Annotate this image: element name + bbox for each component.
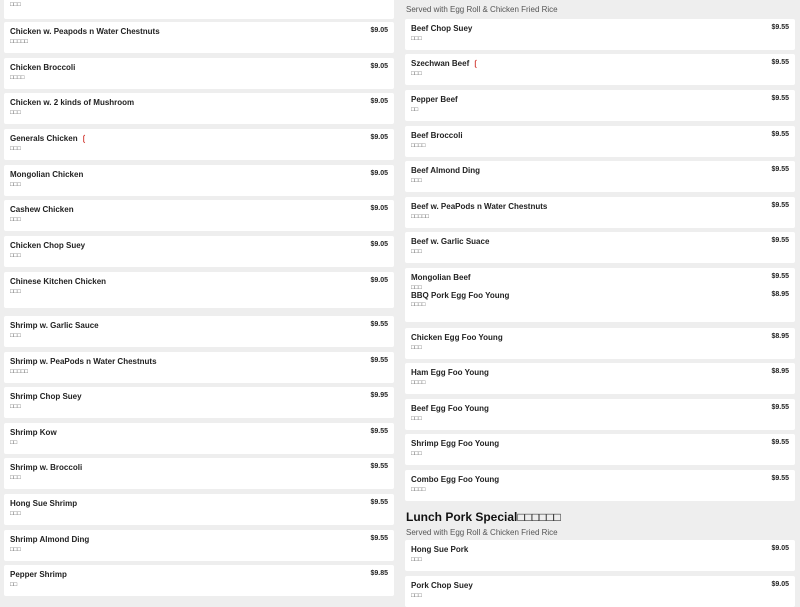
menu-item-card[interactable] [405, 470, 795, 501]
menu-item-card[interactable] [405, 399, 795, 430]
menu-item-name: Beef w. PeaPods n Water Chestnuts [411, 202, 548, 211]
menu-item-card[interactable] [4, 458, 394, 489]
menu-item-card[interactable] [4, 387, 394, 418]
menu-item-chinese-name: □□□ [10, 333, 21, 339]
menu-item-card[interactable] [4, 200, 394, 231]
menu-item-card[interactable] [4, 58, 394, 89]
menu-item-price: $9.55 [771, 475, 789, 482]
menu-item-name: Pepper Beef [411, 95, 458, 104]
menu-item-name: Shrimp w. Broccoli [10, 463, 83, 472]
menu-item-price: $9.05 [370, 170, 388, 177]
menu-item-price: $9.05 [370, 277, 388, 284]
menu-item-price: $9.55 [771, 439, 789, 446]
menu-item-chinese-name: □□□□ [411, 487, 426, 493]
menu-item-chinese-name: □□□ [10, 146, 21, 152]
menu-item-chinese-name: □□□ [10, 547, 21, 553]
menu-item-chinese-name: □□□ [411, 416, 422, 422]
menu-item-name: Generals Chicken ❲ [10, 134, 88, 143]
menu-item-card[interactable] [4, 494, 394, 525]
menu-item-card[interactable] [4, 22, 394, 53]
menu-item-name: Pork Chop Suey [411, 581, 473, 590]
pork-section-title: Lunch Pork Special□□□□□□ [406, 510, 561, 524]
menu-item-card[interactable] [4, 316, 394, 347]
menu-item-card[interactable] [4, 423, 394, 454]
menu-item-price: $9.05 [370, 241, 388, 248]
menu-item-name: Shrimp Egg Foo Young [411, 439, 500, 448]
menu-item-name: Chinese Kitchen Chicken [10, 277, 107, 286]
menu-item-name: Beef Egg Foo Young [411, 404, 489, 413]
beef-section-subtitle: Served with Egg Roll & Chicken Fried Rice [406, 5, 558, 14]
menu-item-card[interactable] [405, 232, 795, 263]
menu-item-card[interactable] [4, 352, 394, 383]
pork-section-subtitle: Served with Egg Roll & Chicken Fried Rice [406, 528, 558, 537]
menu-item-chinese-name: □□□ [411, 36, 422, 42]
chili-icon: ❲ [80, 134, 88, 143]
menu-item-price: $9.55 [771, 273, 789, 280]
menu-item-card[interactable] [4, 236, 394, 267]
menu-item-card[interactable] [405, 576, 795, 607]
menu-item-chinese-name: □□□ [10, 110, 21, 116]
menu-item-price: $9.55 [370, 499, 388, 506]
menu-item-price: $9.55 [771, 237, 789, 244]
menu-item-price: $8.95 [771, 368, 789, 375]
menu-item-price: $9.55 [771, 131, 789, 138]
menu-item-chinese-name: □□□□ [411, 143, 426, 149]
menu-item-chinese-name: □□□□ [10, 75, 25, 81]
menu-item-chinese-name: □□□ [10, 182, 21, 188]
menu-item-price: $9.05 [370, 27, 388, 34]
menu-item-card[interactable] [405, 126, 795, 157]
menu-item-chinese-name: □□□ [411, 249, 422, 255]
menu-item-chinese-name: □□□ [411, 593, 422, 599]
menu-item-price: $9.55 [771, 59, 789, 66]
menu-item-chinese-name: □□ [10, 440, 18, 446]
menu-item-chinese-name: □□□ [411, 451, 422, 457]
menu-item-name: Shrimp Chop Suey [10, 392, 82, 401]
menu-item-price: $9.55 [771, 202, 789, 209]
menu-item-price: $9.85 [370, 570, 388, 577]
menu-item-chinese-name: □□□ [411, 285, 422, 291]
menu-item-chinese-name: □□□ [10, 404, 21, 410]
menu-item-chinese-name: □□□ [10, 511, 21, 517]
menu-item-price: $9.55 [370, 321, 388, 328]
menu-item-name: Chicken Broccoli [10, 63, 76, 72]
menu-item-price: $9.95 [370, 392, 388, 399]
menu-item-name: Shrimp Kow [10, 428, 57, 437]
menu-item-card[interactable] [4, 0, 394, 19]
menu-item-name: Chicken w. 2 kinds of Mushroom [10, 98, 135, 107]
menu-item-price: $9.05 [370, 134, 388, 141]
menu-item-price: $9.55 [771, 404, 789, 411]
menu-item-card[interactable] [405, 197, 795, 228]
menu-item-price: $9.55 [771, 95, 789, 102]
menu-item-card[interactable] [4, 129, 394, 160]
menu-item-price: $8.95 [771, 291, 789, 298]
menu-item-price: $8.95 [771, 333, 789, 340]
menu-item-chinese-name: □□ [411, 107, 419, 113]
menu-item-price: $9.05 [771, 545, 789, 552]
menu-item-chinese-name: □□□ [10, 475, 21, 481]
menu-item-price: $9.05 [370, 63, 388, 70]
menu-item-chinese-name: □□□□ [411, 302, 426, 308]
menu-item-chinese-name: □□ [10, 582, 18, 588]
menu-item-name: Cashew Chicken [10, 205, 74, 214]
menu-item-name: Beef w. Garlic Suace [411, 237, 490, 246]
menu-item-card[interactable] [405, 540, 795, 571]
menu-item-price: $9.05 [370, 205, 388, 212]
menu-item-name: Ham Egg Foo Young [411, 368, 489, 377]
menu-item-card[interactable] [405, 328, 795, 359]
menu-item-price: $9.55 [370, 357, 388, 364]
menu-item-chinese-name: □□□ [411, 345, 422, 351]
menu-item-name: Chicken w. Peapods n Water Chestnuts [10, 27, 160, 36]
menu-item-chinese-name: □□□ [411, 178, 422, 184]
menu-item-price: $9.55 [771, 166, 789, 173]
menu-item-chinese-name: □□□ [411, 557, 422, 563]
menu-item-card[interactable] [405, 19, 795, 50]
menu-item-name: Mongolian Chicken [10, 170, 84, 179]
menu-item-name: Hong Sue Pork [411, 545, 469, 554]
menu-item-chinese-name: □□□ [10, 289, 21, 295]
menu-item-card[interactable] [4, 565, 394, 596]
menu-item-chinese-name: □□□ [10, 217, 21, 223]
menu-item-chinese-name: □□□□□ [411, 214, 430, 220]
menu-item-card[interactable] [4, 165, 394, 196]
menu-item-price: $9.55 [771, 24, 789, 31]
menu-item-price: $9.55 [370, 428, 388, 435]
menu-item-name: Beef Almond Ding [411, 166, 481, 175]
menu-item-card[interactable] [405, 434, 795, 465]
menu-item-card[interactable] [4, 272, 394, 308]
menu-item-name: Shrimp w. PeaPods n Water Chestnuts [10, 357, 157, 366]
menu-item-price: $9.55 [370, 463, 388, 470]
menu-item-name: Hong Sue Shrimp [10, 499, 78, 508]
menu-item-name: BBQ Pork Egg Foo Young [411, 291, 510, 300]
menu-item-price: $9.55 [370, 535, 388, 542]
menu-item-price: $9.05 [370, 98, 388, 105]
menu-item-name: Shrimp w. Garlic Sauce [10, 321, 99, 330]
menu-item-name: Combo Egg Foo Young [411, 475, 500, 484]
menu-item-name: Chicken Chop Suey [10, 241, 86, 250]
menu-item-card[interactable] [405, 90, 795, 121]
chili-icon: ❲ [472, 59, 479, 68]
menu-item-card[interactable] [4, 93, 394, 124]
menu-item-chinese-name: □□□□□ [10, 369, 29, 375]
menu-item-name: Szechwan Beef ❲ [411, 59, 479, 68]
menu-item-card[interactable] [405, 54, 795, 85]
menu-item-name: Beef Chop Suey [411, 24, 473, 33]
menu-item-name: Mongolian Beef [411, 273, 471, 282]
menu-item-name: Chicken Egg Foo Young [411, 333, 503, 342]
menu-item-card[interactable] [405, 363, 795, 394]
menu-item-chinese-name: □□□ [10, 2, 21, 8]
menu-item-name: Shrimp Almond Ding [10, 535, 90, 544]
menu-item-price: $9.05 [771, 581, 789, 588]
menu-item-chinese-name: □□□□ [411, 380, 426, 386]
menu-item-card[interactable] [4, 530, 394, 561]
menu-item-name: Beef Broccoli [411, 131, 463, 140]
menu-item-chinese-name: □□□ [10, 253, 21, 259]
menu-item-card[interactable] [405, 161, 795, 192]
menu-item-chinese-name: □□□□□ [10, 39, 29, 45]
menu-item-name: Pepper Shrimp [10, 570, 67, 579]
menu-item-chinese-name: □□□ [411, 71, 422, 77]
menu-item-card[interactable] [405, 292, 795, 322]
